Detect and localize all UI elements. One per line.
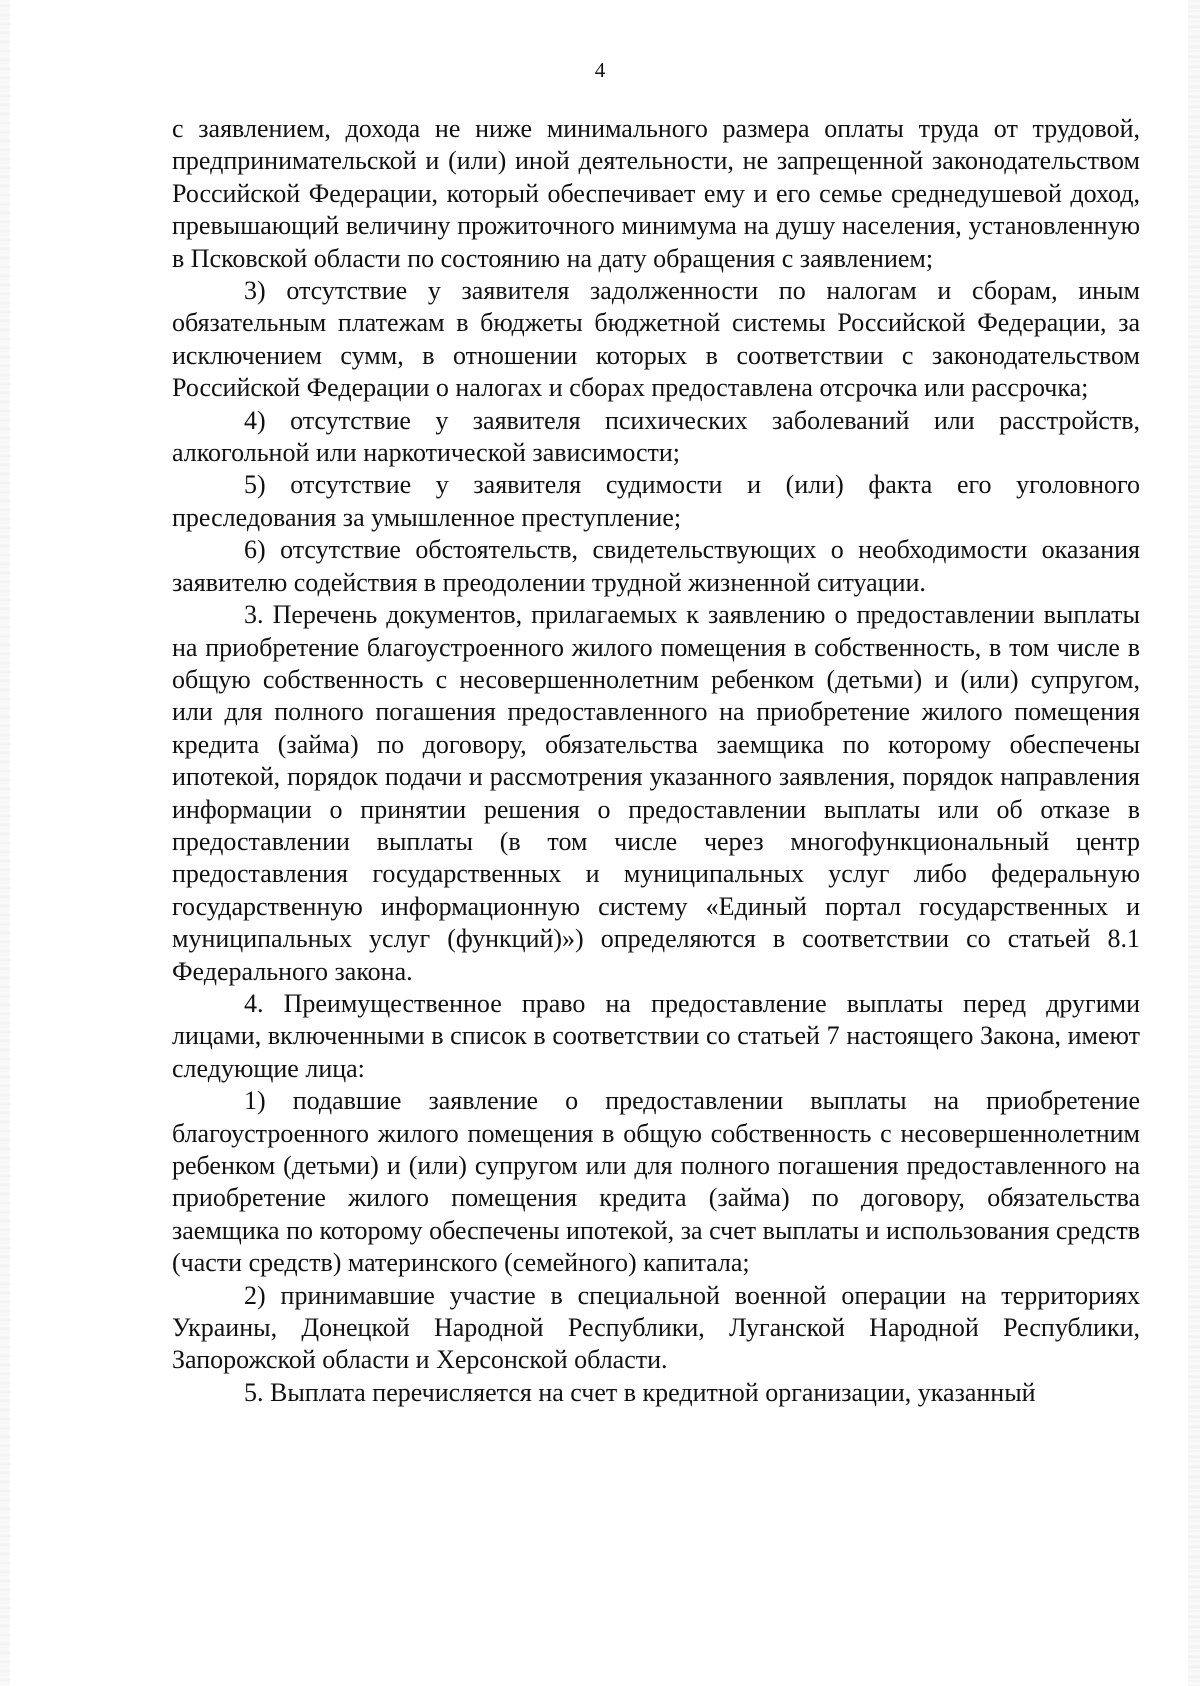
scan-edge-right	[1188, 0, 1200, 1686]
paragraph-section-5: 5. Выплата перечисляется на счет в кредитной организации, указанный	[244, 1377, 1036, 1407]
paragraph-section-3: 3. Перечень документов, прилагаемых к заявлению о предоставлении выплаты на приобретение благоустроенного жилого помещения в собственность, в том числе в общую собственность с несовершеннолетним ребенком (детьми) и (или) супругом, или для полного погашения предоставленного на приобретение жилого помещения кредита (займа) по договору, обязательства заемщика по которому обеспечены ипотекой, порядок подачи и рассмотрения указанного заявления, порядок направления информации о принятии решения о предоставлении выплаты или об отказе в предоставлении выплаты (в том числе через многофункциональный центр предоставления государственных и муниципальных услуг либо федеральную государственную информационную систему «Единый портал государственных и муниципальных услуг (функций)») определяются в соответствии со статьей 8.1 Федерального закона.	[172, 600, 1140, 986]
page-number: 4	[594, 58, 606, 82]
document-body	[172, 113, 1140, 1409]
scan-edge-left	[0, 0, 10, 1686]
paragraph-item-3: 3) отсутствие у заявителя задолженности по налогам и сборам, иным обязательным платежам в бюджеты бюджетной системы Российской Федерации, за исключением сумм, в отношении которых в соответствии с законодательством Российской Федерации о налогах и сборах предоставлена отсрочка или рассрочка;	[172, 276, 1140, 403]
paragraph-section-4: 4. Преимущественное право на предоставление выплаты перед другими лицами, включенными в список в соответствии со статьей 7 настоящего Закона, имеют следующие лица:	[172, 988, 1140, 1083]
paragraph-item-5: 5) отсутствие у заявителя судимости и (или) факта его уголовного преследования за умышленное преступление;	[172, 470, 1140, 532]
paragraph-section-4-item-2: 2) принимавшие участие в специальной военной операции на территориях Украины, Донецкой Народной Республики, Луганской Народной Республики, Запорожской области и Херсонской области.	[172, 1280, 1140, 1375]
paragraph-section-4-item-1: 1) подавшие заявление о предоставлении выплаты на приобретение благоустроенного жилого помещения в общую собственность с несовершеннолетним ребенком (детьми) и (или) супругом или для полного погашения предоставленного на приобретение жилого помещения кредита (займа) по договору, обязательства заемщика по которому обеспечены ипотекой, за счет выплаты и использования средств (части средств) материнского (семейного) капитала;	[172, 1086, 1140, 1278]
paragraph-continuation: с заявлением, дохода не ниже минимального размера оплаты труда от трудовой, предпринимательской и (или) иной деятельности, не запрещенной законодательством Российской Федерации, который обеспечивает ему и его семье среднедушевой доход, превышающий величину прожиточного минимума на душу населения, установленную в Псковской области по состоянию на дату обращения с заявлением;	[172, 114, 1140, 273]
paragraph-item-4: 4) отсутствие у заявителя психических заболеваний или расстройств, алкогольной или наркотической зависимости;	[172, 405, 1140, 468]
paragraph-item-6: 6) отсутствие обстоятельств, свидетельствующих о необходимости оказания заявителю содействия в преодолении трудной жизненной ситуации.	[172, 535, 1140, 597]
